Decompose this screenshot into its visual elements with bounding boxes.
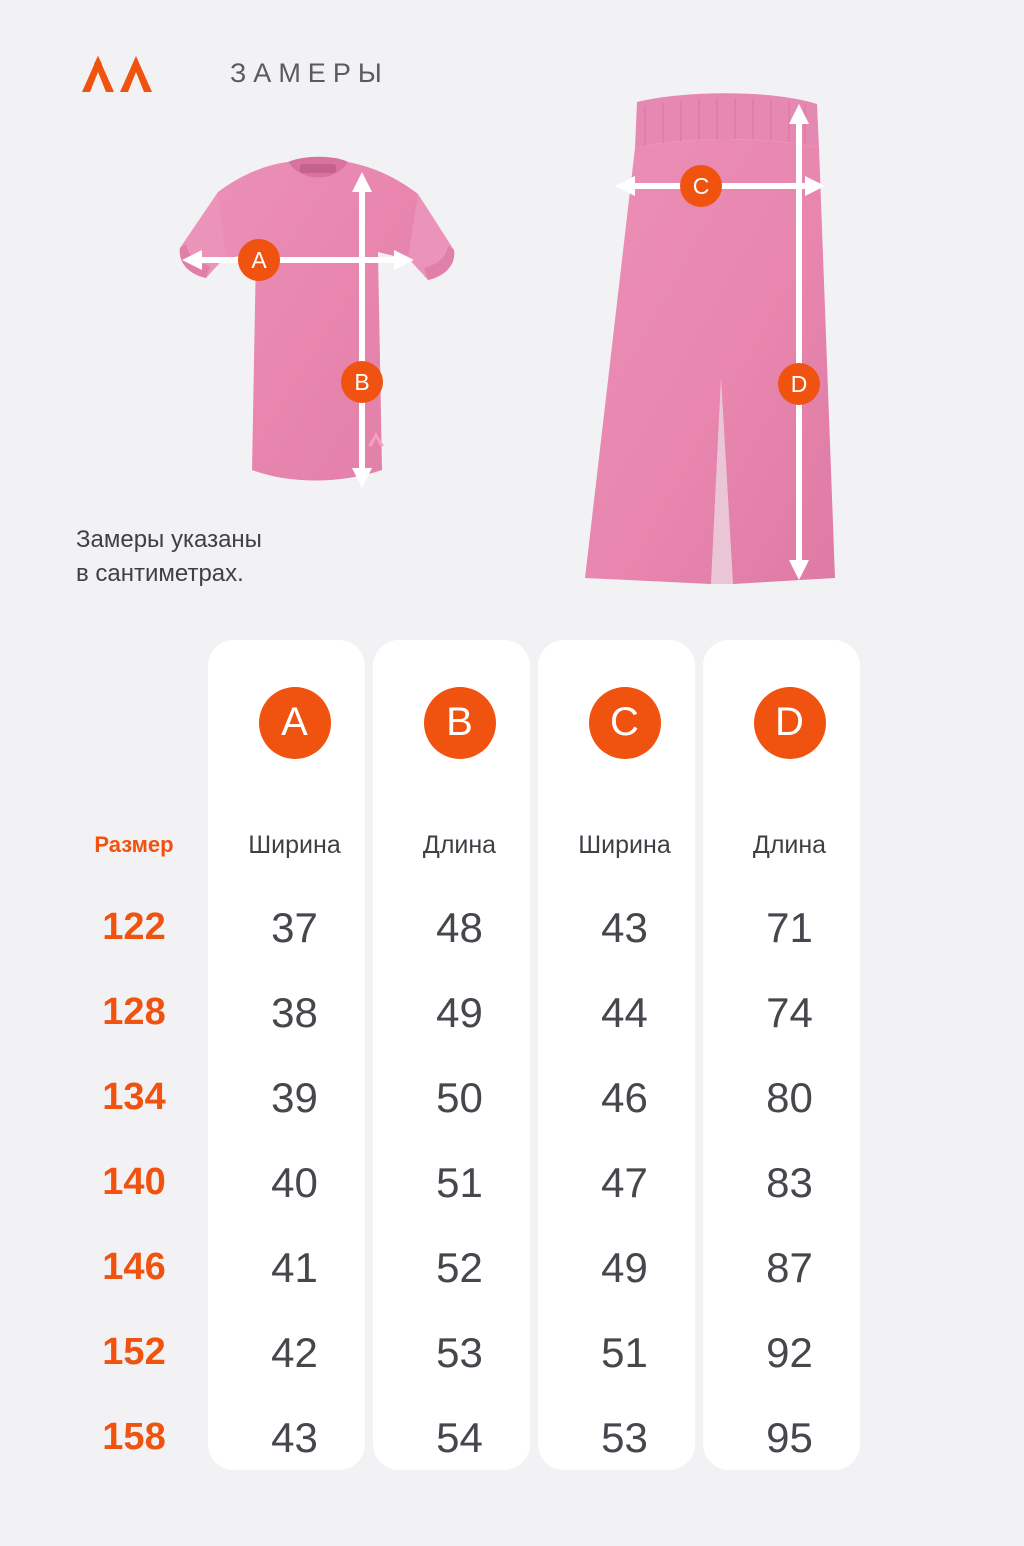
table-row	[60, 1055, 208, 1140]
table-cell-d	[711, 1395, 868, 1480]
cell-value: 48	[436, 903, 483, 951]
table-cell-a	[216, 1225, 373, 1310]
table-cell-a	[216, 970, 373, 1055]
row-header-label-cell	[60, 805, 208, 885]
subheader-b: Длина	[422, 830, 497, 859]
table-cell-b	[381, 1225, 538, 1310]
cell-value: 38	[271, 988, 318, 1036]
table-cell-a	[216, 1395, 373, 1480]
table-row	[60, 1395, 208, 1480]
subheader-c: Ширина	[578, 830, 671, 859]
subheader-c-cell	[546, 805, 703, 885]
subheader-d: Длина	[752, 830, 827, 859]
table-cell-c	[546, 1140, 703, 1225]
column-header-d	[711, 640, 868, 805]
table-cell-a	[216, 1055, 373, 1140]
size-value: 134	[102, 1076, 166, 1118]
size-value: 146	[102, 1246, 166, 1288]
cell-value: 53	[436, 1328, 483, 1376]
units-caption	[76, 523, 406, 591]
table-cell-d	[711, 970, 868, 1055]
size-value: 122	[102, 906, 166, 948]
size-value: 128	[102, 991, 166, 1033]
cell-value: 52	[436, 1243, 483, 1291]
table-cell-d	[711, 885, 868, 970]
table-cell-a	[216, 1140, 373, 1225]
cell-value: 53	[601, 1413, 648, 1461]
cell-value: 46	[601, 1073, 648, 1121]
cell-value: 50	[436, 1073, 483, 1121]
marker-b: B	[341, 361, 383, 403]
size-value: 158	[102, 1416, 166, 1458]
subheader-a-cell	[216, 805, 373, 885]
cell-value: 43	[271, 1413, 318, 1461]
subheader-d-cell	[711, 805, 868, 885]
cell-value: 71	[766, 903, 813, 951]
badge-a: A	[259, 687, 331, 759]
column-header-c	[546, 640, 703, 805]
cell-value: 74	[766, 988, 813, 1036]
brand-logo-icon	[80, 52, 172, 94]
cell-value: 47	[601, 1158, 648, 1206]
cell-value: 43	[601, 903, 648, 951]
table-cell-b	[381, 1055, 538, 1140]
cell-value: 54	[436, 1413, 483, 1461]
cell-value: 51	[436, 1158, 483, 1206]
subheader-b-cell	[381, 805, 538, 885]
table-cell-c	[546, 1225, 703, 1310]
table-cell-b	[381, 1140, 538, 1225]
measurements-table	[60, 640, 965, 1470]
cell-value: 44	[601, 988, 648, 1036]
table-cell-c	[546, 1395, 703, 1480]
table-cell-a	[216, 1310, 373, 1395]
table-cell-b	[381, 1310, 538, 1395]
table-grid	[60, 640, 965, 1480]
units-caption-line-1: Замеры указаны	[76, 526, 262, 553]
table-cell-d	[711, 1310, 868, 1395]
column-header-b	[381, 640, 538, 805]
size-value: 152	[102, 1331, 166, 1373]
cell-value: 51	[601, 1328, 648, 1376]
table-cell-b	[381, 1395, 538, 1480]
cell-value: 40	[271, 1158, 318, 1206]
table-cell-b	[381, 970, 538, 1055]
page-title: ЗАМЕРЫ	[230, 57, 389, 88]
cell-value: 41	[271, 1243, 318, 1291]
table-cell-c	[546, 885, 703, 970]
badge-b: B	[424, 687, 496, 759]
table-cell-c	[546, 970, 703, 1055]
table-row	[60, 885, 208, 970]
header	[80, 52, 389, 94]
table-row	[60, 1225, 208, 1310]
cell-value: 39	[271, 1073, 318, 1121]
table-cell-c	[546, 1310, 703, 1395]
table-cell-d	[711, 1225, 868, 1310]
tshirt-illustration	[110, 140, 510, 510]
table-row	[60, 1310, 208, 1395]
row-header-label: Размер	[94, 832, 174, 857]
marker-c: C	[680, 165, 722, 207]
pants-illustration	[545, 78, 885, 618]
cell-value: 37	[271, 903, 318, 951]
cell-value: 87	[766, 1243, 813, 1291]
badge-d: D	[754, 687, 826, 759]
badge-row-spacer	[60, 640, 208, 805]
table-row	[60, 970, 208, 1055]
table-row	[60, 1140, 208, 1225]
cell-value: 80	[766, 1073, 813, 1121]
column-header-a	[216, 640, 373, 805]
table-cell-d	[711, 1140, 868, 1225]
cell-value: 49	[436, 988, 483, 1036]
badge-c: C	[589, 687, 661, 759]
size-value: 140	[102, 1161, 166, 1203]
table-cell-d	[711, 1055, 868, 1140]
subheader-a: Ширина	[248, 830, 341, 859]
cell-value: 83	[766, 1158, 813, 1206]
cell-value: 92	[766, 1328, 813, 1376]
cell-value: 42	[271, 1328, 318, 1376]
cell-value: 49	[601, 1243, 648, 1291]
table-cell-b	[381, 885, 538, 970]
marker-d: D	[778, 363, 820, 405]
table-cell-c	[546, 1055, 703, 1140]
units-caption-line-2: в сантиметрах.	[76, 560, 244, 588]
marker-a: A	[238, 239, 280, 281]
table-cell-a	[216, 885, 373, 970]
cell-value: 95	[766, 1413, 813, 1461]
